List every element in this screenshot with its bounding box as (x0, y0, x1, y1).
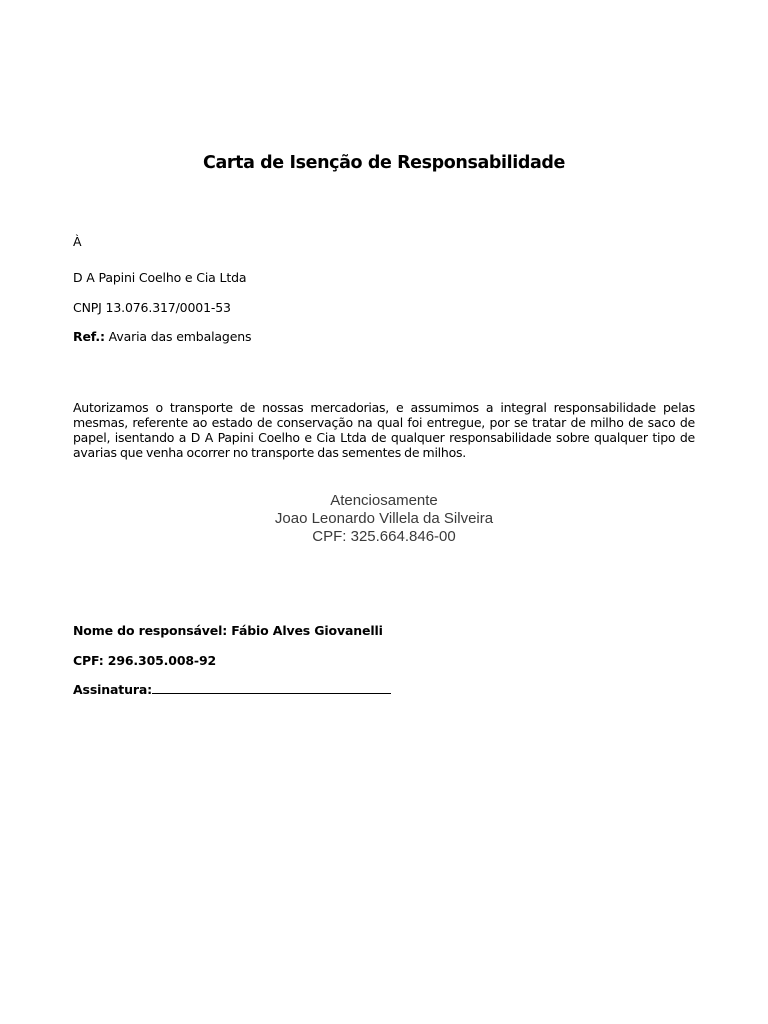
recipient-cnpj: CNPJ 13.076.317/0001-53 (73, 300, 231, 315)
signature-line (152, 681, 391, 694)
reference-text: Avaria das embalagens (104, 329, 252, 344)
closing-name: Joao Leonardo Villela da Silveira (274, 510, 494, 527)
document-title: Carta de Isenção de Responsabilidade (203, 153, 565, 173)
closing-greeting: Atenciosamente (330, 492, 438, 509)
signature-row (73, 681, 391, 697)
responsible-name: Nome do responsável: Fábio Alves Giovanelli (73, 623, 383, 638)
responsible-cpf: CPF: 296.305.008-92 (73, 653, 217, 668)
closing-block (0, 492, 768, 546)
closing-cpf: CPF: 325.664.846-00 (312, 528, 456, 545)
signature-label: Assinatura: (73, 682, 152, 697)
reference-line (73, 329, 251, 344)
body-paragraph: Autorizamos o transporte de nossas mercadorias, e assumimos a integral responsabilidade pelas mesmas, referente ao estado de conservação na qual foi entregue, por se tratar de milho de saco de papel, isentando a D A Papini Coelho e Cia Ltda de qualquer responsabilidade sobre qualquer tipo de avarias que venha ocorrer no transporte das sementes de milhos. (73, 400, 695, 460)
reference-label: Ref.: (73, 329, 105, 344)
recipient-salutation: À (73, 234, 82, 249)
recipient-company: D A Papini Coelho e Cia Ltda (73, 270, 247, 285)
